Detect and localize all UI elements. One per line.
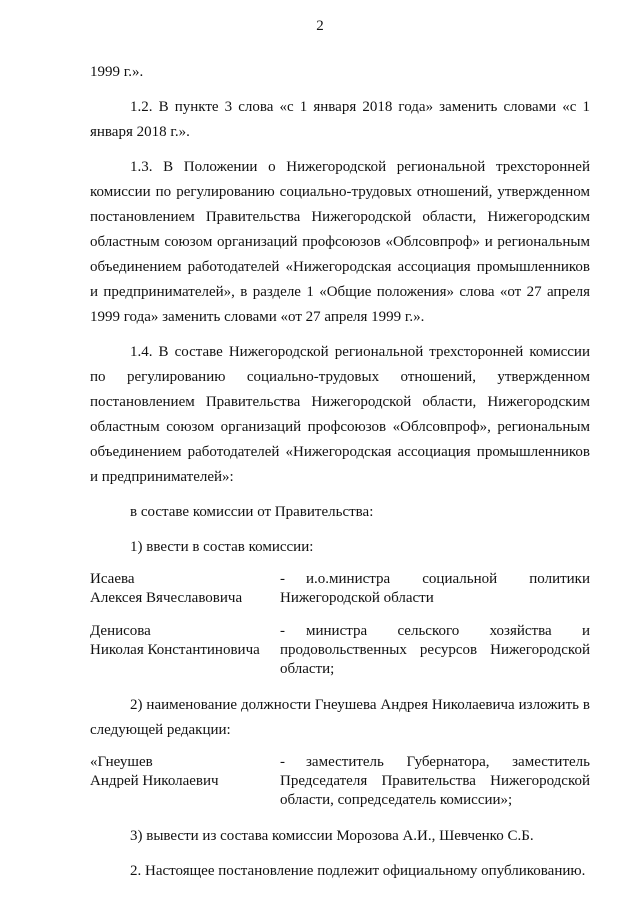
member-name xyxy=(90,570,280,608)
paragraph-government-section: в составе комиссии от Правительства: xyxy=(130,504,374,520)
dash: - xyxy=(280,571,285,587)
dash: - xyxy=(280,754,285,770)
paragraph-1-4: 1.4. В составе Нижегородской региональной трехсторонней комиссии по регулированию социально-трудовых отношений, утвержденном постановлением Правительства Нижегородской области, Нижегородским областным союзом организаций профсоюзов «Облсовпроф», региональным объединением работодателей «Нижегородская ассоциация промышленников и предпринимателей»: xyxy=(90,344,590,485)
member-position-text: и.о.министра социальной политики Нижегородской области xyxy=(280,571,590,606)
member-name xyxy=(90,753,280,810)
member-position xyxy=(280,570,590,608)
dash: - xyxy=(280,623,285,639)
paragraph-continuation: 1999 г.». xyxy=(90,64,144,80)
paragraph-1-3: 1.3. В Положении о Нижегородской региональной трехсторонней комиссии по регулированию социально-трудовых отношений, утвержденном постановлением Правительства Нижегородской области, Нижегородским областным союзом организаций профсоюзов «Облсовпроф» и региональным объединением работодателей «Нижегородская ассоциация промышленников и предпринимателей», в разделе 1 «Общие положения» слова «от 27 апреля 1999 года» заменить словами «от 27 апреля 1999 г.». xyxy=(90,159,590,325)
member-given-names: Николая Константиновича xyxy=(90,642,260,658)
document-body xyxy=(90,60,590,894)
member-position xyxy=(280,753,590,810)
member-surname: «Гнеушев xyxy=(90,754,153,770)
member-surname: Денисова xyxy=(90,623,151,639)
paragraph-1-2: 1.2. В пункте 3 слова «с 1 января 2018 года» заменить словами «с 1 января 2018 г.». xyxy=(90,99,590,140)
paragraph-item-2: 2) наименование должности Гнеушева Андрея Николаевича изложить в следующей редакции: xyxy=(90,697,590,738)
member-surname: Исаева xyxy=(90,571,135,587)
member-name xyxy=(90,622,280,679)
member-entry-isaeva xyxy=(90,570,590,608)
member-position-text: заместитель Губернатора, заместитель Председателя Правительства Нижегородской области, сопредседатель комиссии»; xyxy=(280,754,590,808)
member-entry-denisova xyxy=(90,622,590,679)
member-given-names: Андрей Николаевич xyxy=(90,773,219,789)
paragraph-publication: 2. Настоящее постановление подлежит официальному опубликованию. xyxy=(130,863,586,879)
member-position-text: министра сельского хозяйства и продовольственных ресурсов Нижегородской области; xyxy=(280,623,590,677)
paragraph-item-1: 1) ввести в состав комиссии: xyxy=(130,539,314,555)
page-number: 2 xyxy=(316,18,324,34)
member-given-names: Алексея Вячеславовича xyxy=(90,590,243,606)
paragraph-item-3: 3) вывести из состава комиссии Морозова А.И., Шевченко С.Б. xyxy=(130,828,534,844)
member-position xyxy=(280,622,590,679)
member-entry-gneushev xyxy=(90,753,590,810)
